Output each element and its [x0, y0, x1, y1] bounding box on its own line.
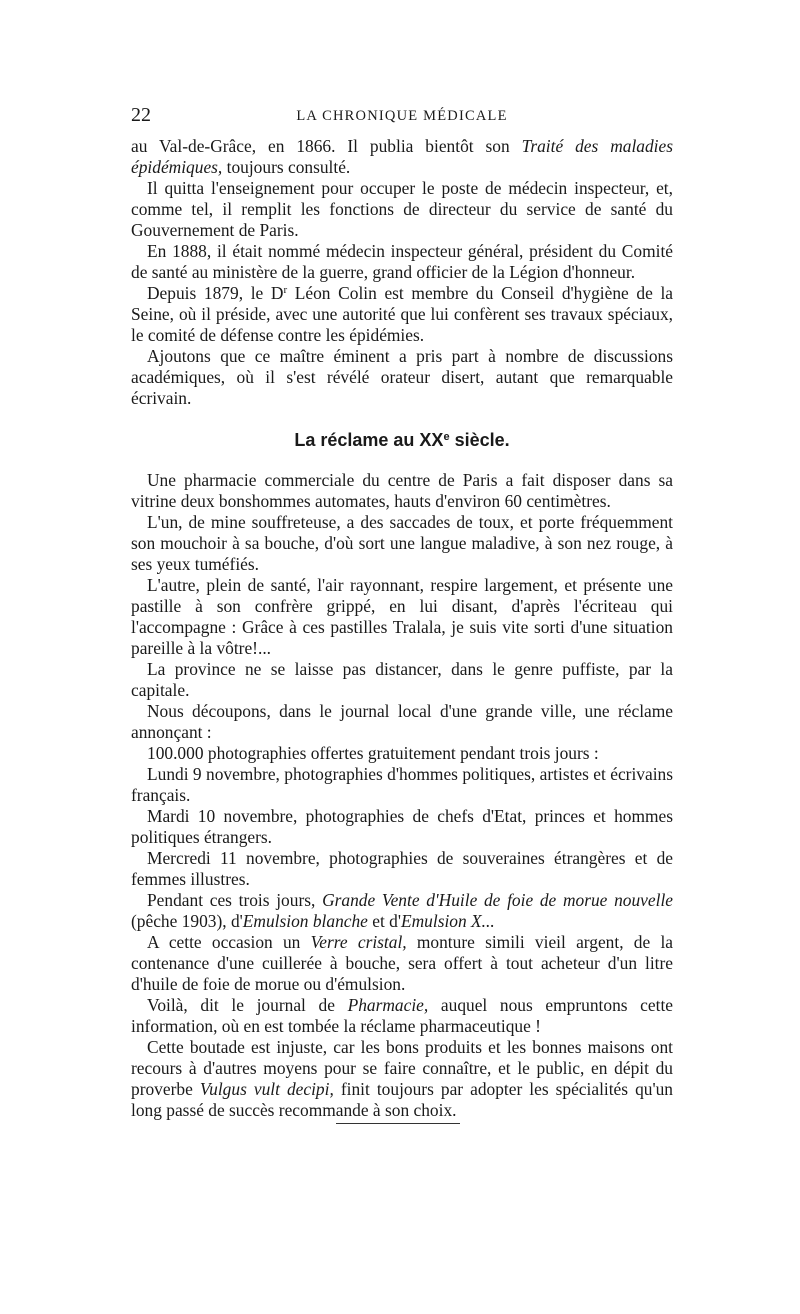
paragraph: Mardi 10 novembre, photographies de chefs d'Etat, princes et hommes politiques étrangers. — [131, 806, 673, 847]
paragraph: En 1888, il était nommé médecin inspecteur général, président du Comité de santé au ministère de la guerre, grand officier de la Légion d'honneur. — [131, 241, 673, 282]
running-title: LA CHRONIQUE MÉDICALE — [296, 108, 508, 124]
paragraph: 100.000 photographies offertes gratuitement pendant trois jours : — [147, 743, 599, 763]
paragraph: Ajoutons que ce maître éminent a pris part à nombre de discussions académiques, où il s'est révélé orateur disert, autant que remarquable écrivain. — [131, 346, 673, 408]
paragraph: L'un, de mine souffreteuse, a des saccades de toux, et porte fréquemment son mouchoir à sa bouche, d'où sort une langue maladive, à son nez rouge, à ses yeux tuméfiés. — [131, 512, 673, 574]
paragraph: L'autre, plein de santé, l'air rayonnant, respire largement, et présente une pastille à son confrère grippé, en lui disant, d'après l'écriteau qui l'accompagne : Grâce à ces pastilles Tralala, je suis vite sorti d'une situation pareille à la vôtre!... — [131, 575, 673, 658]
section-divider — [336, 1123, 460, 1124]
paragraph: Une pharmacie commerciale du centre de Paris a fait disposer dans sa vitrine deux bonshommes automates, hauts d'environ 60 centimètres. — [131, 470, 673, 511]
article-continuation — [131, 136, 673, 409]
paragraph: Mercredi 11 novembre, photographies de souveraines étrangères et de femmes illustres. — [131, 848, 673, 889]
paragraph: Nous découpons, dans le journal local d'une grande ville, une réclame annonçant : — [131, 701, 673, 742]
paragraph: Pendant ces trois jours, Grande Vente d'Huile de foie de morue nouvelle (pêche 1903), d'Emulsion blanche et d'Emulsion X... — [131, 890, 674, 931]
paragraph: au Val-de-Grâce, en 1866. Il publia bientôt son Traité des maladies épidémiques, toujours consulté. — [131, 136, 673, 177]
paragraph: Il quitta l'enseignement pour occuper le poste de médecin inspecteur, et, comme tel, il remplit les fonctions de directeur du service de santé du Gouvernement de Paris. — [131, 178, 673, 240]
article-body — [131, 470, 673, 1121]
page-number: 22 — [131, 104, 151, 126]
section-heading: La réclame au XXe siècle. — [294, 430, 510, 450]
page-header — [131, 104, 673, 130]
paragraph: Depuis 1879, le $D^r$ Léon Colin est membre du Conseil d'hygiène de la Seine, où il préside, avec une autorité que lui confèrent ses travaux spéciaux, le comité de défense contre les épidémies. — [131, 283, 673, 345]
paragraph: A cette occasion un Verre cristal, monture simili vieil argent, de la contenance d'une cuillerée à bouche, sera offert à tout acheteur d'un litre d'huile de foie de morue ou d'émulsion. — [131, 932, 673, 994]
paragraph: Cette boutade est injuste, car les bons produits et les bonnes maisons ont recours à d'autres moyens pour se faire connaître, et le public, en dépit du proverbe Vulgus vult decipi, finit toujours par adopter les spécialités qu'un long passé de succès recommande à son choix. — [131, 1037, 673, 1120]
paragraph: La province ne se laisse pas distancer, dans le genre puffiste, par la capitale. — [131, 659, 673, 700]
paragraph: Lundi 9 novembre, photographies d'hommes politiques, artistes et écrivains français. — [131, 764, 673, 805]
paragraph: Voilà, dit le journal de Pharmacie, auquel nous empruntons cette information, où en est tombée la réclame pharmaceutique ! — [131, 995, 673, 1036]
